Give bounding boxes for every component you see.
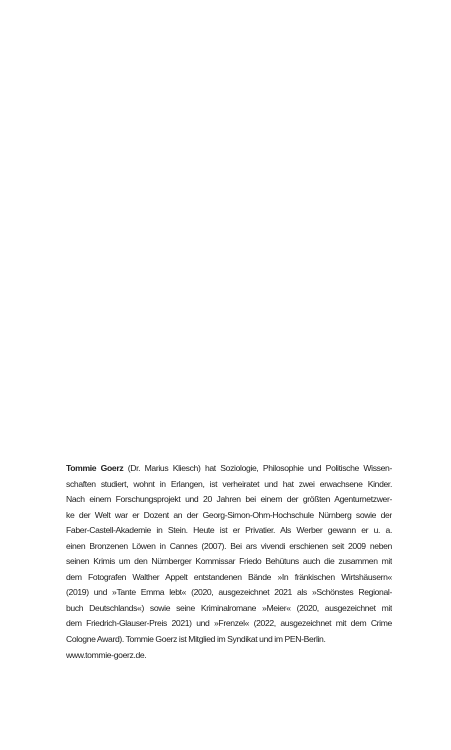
author-website-link[interactable]: www.tommie-goerz.de. (66, 649, 147, 660)
bio-line: Cologne Award). Tommie Goerz ist Mitglied im Syndikat und im PEN-Berlin. (66, 634, 326, 645)
bio-line: schaften studiert, wohnt in Erlangen, ist verheiratet und hat zwei erwachsene Kinder. (66, 478, 392, 489)
bio-line: dem Fotografen Walther Appelt entstandenen Bände »In fränkischen Wirtshäusern« (66, 571, 392, 582)
bio-line: ke der Welt war er Dozent an der Georg-Simon-Ohm-Hochschule Nürnberg sowie der (66, 509, 392, 520)
bio-line: dem Friedrich-Glauser-Preis 2021) und »Frenzel« (2022, ausgezeichnet mit dem Crime (66, 618, 392, 629)
bio-line: (2019) und »Tante Emma lebt« (2020, ausgezeichnet 2021 als »Schönstes Regional- (66, 587, 392, 598)
bio-line: seinen Krimis um den Nürnberger Kommissar Friedo Behütuns auch die zusammen mit (66, 556, 392, 567)
bio-line: Nach einem Forschungsprojekt und 20 Jahren bei einem der größten Agenturnetzwer- (66, 494, 392, 505)
bio-line: Faber-Castell-Akademie in Stein. Heute ist er Privatier. Als Werber gewann er u. a. (66, 525, 392, 536)
bio-line (66, 461, 392, 477)
bio-line: buch Deutschlands«) sowie seine Kriminalromane »Meier« (2020, ausgezeichnet mit (66, 602, 392, 613)
bio-line-text: (Dr. Marius Kliesch) hat Soziologie, Philosophie und Politische Wissen- (123, 463, 392, 473)
author-name: Tommie Goerz (66, 463, 124, 473)
bio-line: einen Bronzenen Löwen in Cannes (2007). Bei ars vivendi erschienen seit 2009 neben (66, 540, 392, 551)
author-biography (66, 461, 392, 663)
